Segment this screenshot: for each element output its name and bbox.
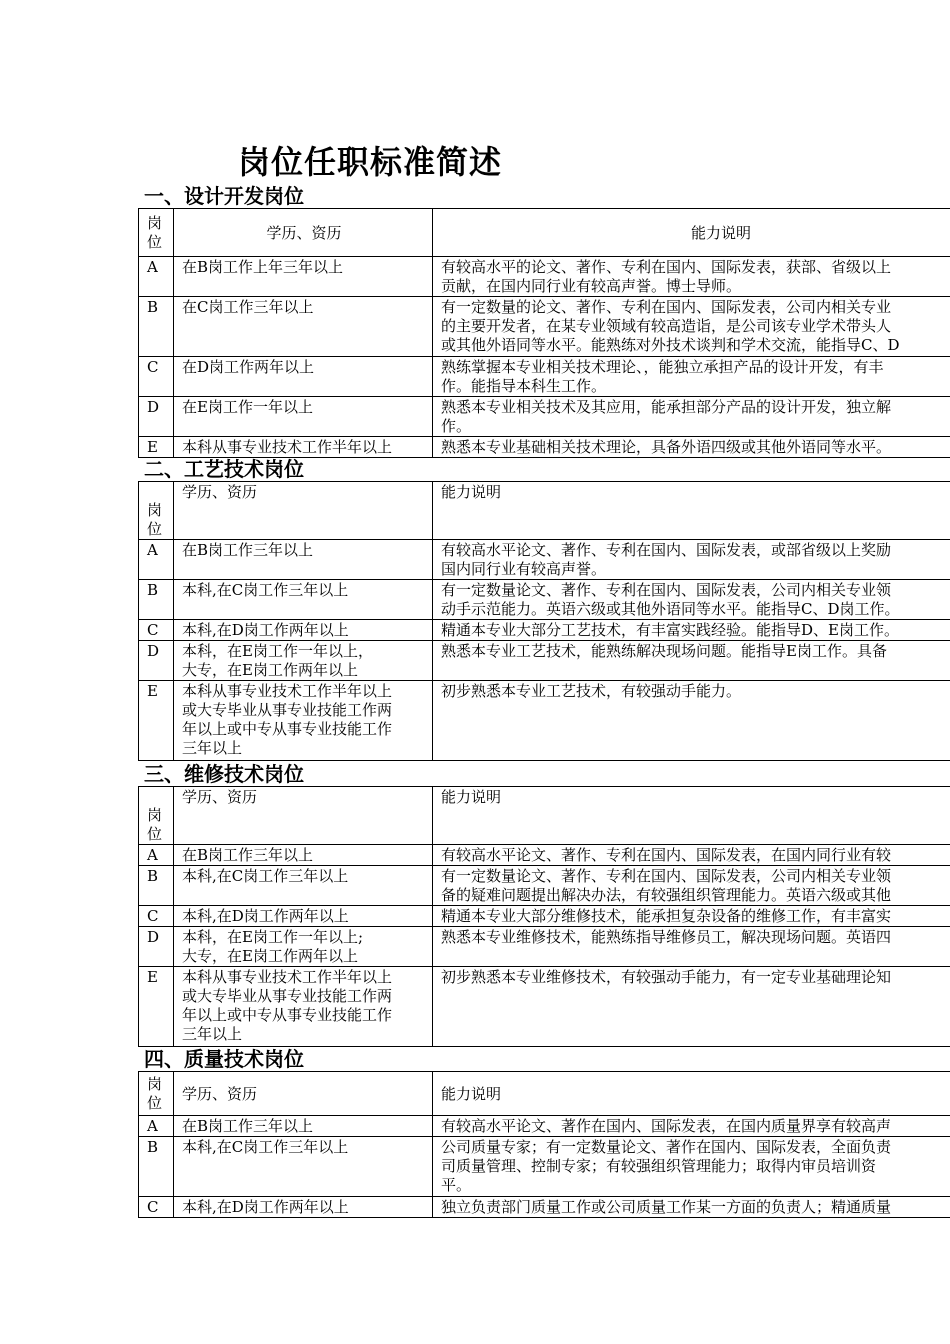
cell-text-line: 本科,在C岗工作三年以上	[182, 867, 349, 885]
header-education: 学历、资历	[174, 787, 433, 845]
cell-text-line: 有较高水平论文、著作、专利在国内、国际发表，在国内同行业有较	[441, 846, 892, 864]
education-cell	[174, 297, 433, 357]
cell-text-line: 在C岗工作三年以上	[182, 298, 314, 316]
post-level: D	[139, 641, 174, 681]
post-level: A	[139, 257, 174, 297]
table-header-row	[139, 787, 950, 845]
header-post	[139, 209, 174, 257]
cell-text-line: 大专，在E岗工作两年以上	[182, 947, 358, 965]
ability-cell	[433, 437, 950, 458]
table-row	[139, 357, 950, 397]
cell-text-line: 有较高水平的论文、著作、专利在国内、国际发表，获部、省级以上	[441, 258, 892, 276]
table-row	[139, 866, 950, 906]
ability-cell	[433, 681, 950, 761]
cell-text-line: 本科，在E岗工作一年以上;	[182, 928, 364, 946]
education-cell	[174, 681, 433, 761]
cell-text-line: 有较高水平论文、著作、专利在国内、国际发表，或部省级以上奖励	[441, 541, 892, 559]
cell-text-line: 或其他外语同等水平。能熟练对外技术谈判和学术交流，能指导C、D	[441, 336, 900, 354]
cell-text-line: 年以上或中专从事专业技能工作	[182, 720, 393, 738]
cell-text-line: 年以上或中专从事专业技能工作	[182, 1006, 393, 1024]
header-ability: 能力说明	[433, 209, 950, 257]
cell-text-line: 熟练掌握本专业相关技术理论、，能独立承担产品的设计开发，有丰	[441, 358, 884, 376]
cell-text-line: 动手示范能力。英语六级或其他外语同等水平。能指导C、D岗工作。	[441, 600, 900, 618]
table-row	[139, 681, 950, 761]
cell-text-line: 本科，在E岗工作一年以上，	[182, 642, 373, 660]
header-post	[139, 787, 174, 845]
header-post	[139, 1072, 174, 1116]
post-level: C	[139, 357, 174, 397]
cell-text-line: 的主要开发者，在某专业领域有较高造诣，是公司该专业学术带头人	[441, 317, 892, 335]
cell-text-line: 在B岗工作三年以上	[182, 846, 314, 864]
table-row	[139, 1137, 950, 1197]
education-cell	[174, 257, 433, 297]
post-level: C	[139, 620, 174, 641]
cell-text-line: 本科,在D岗工作两年以上	[182, 621, 349, 639]
cell-text-line: 熟悉本专业工艺技术，能熟练解决现场问题。能指导E岗工作。具备	[441, 642, 887, 660]
cell-text-line: 本科,在C岗工作三年以上	[182, 1138, 349, 1156]
ability-cell	[433, 906, 950, 927]
cell-text-line: 在B岗工作三年以上	[182, 541, 314, 559]
header-ability: 能力说明	[433, 482, 950, 540]
section-1	[138, 184, 950, 458]
post-level: B	[139, 580, 174, 620]
cell-text-line: 贡献，在国内同行业有较高声誉。博士导师。	[441, 277, 742, 295]
cell-text-line: 本科从事专业技术工作半年以上	[182, 438, 393, 456]
cell-text-line: 独立负责部门质量工作或公司质量工作某一方面的负责人；精通质量	[441, 1198, 892, 1216]
cell-text-line: 熟悉本专业维修技术，能熟练指导维修员工，解决现场问题。英语四	[441, 928, 892, 946]
header-post-label: 岗位	[147, 214, 163, 251]
ability-cell	[433, 357, 950, 397]
post-level: B	[139, 1137, 174, 1197]
education-cell	[174, 580, 433, 620]
cell-text-line: 在D岗工作两年以上	[182, 358, 315, 376]
table-row	[139, 620, 950, 641]
ability-cell	[433, 866, 950, 906]
table-row	[139, 397, 950, 437]
cell-text-line: 精通本专业大部分维修技术，能承担复杂设备的维修工作，有丰富实	[441, 907, 892, 925]
cell-text-line: 有较高水平论文、著作在国内、国际发表，在国内质量界享有较高声	[441, 1117, 892, 1135]
cell-text-line: 国内同行业有较高声誉。	[441, 560, 607, 578]
ability-cell	[433, 580, 950, 620]
ability-cell	[433, 297, 950, 357]
cell-text-line: 作。能指导本科生工作。	[441, 377, 607, 395]
post-level: E	[139, 967, 174, 1047]
cell-text-line: 本科从事专业技术工作半年以上	[182, 968, 393, 986]
section-heading: 一、设计开发岗位	[144, 184, 304, 208]
cell-text-line: 三年以上	[182, 1025, 243, 1043]
table-row	[139, 1197, 950, 1218]
table-row	[139, 906, 950, 927]
header-post-label: 岗位	[147, 501, 163, 538]
education-cell	[174, 620, 433, 641]
ability-cell	[433, 967, 950, 1047]
cell-text-line: 备的疑难问题提出解决办法，有较强组织管理能力。英语六级或其他	[441, 886, 892, 904]
section-heading: 四、质量技术岗位	[144, 1047, 304, 1071]
cell-text-line: 精通本专业大部分工艺技术，有丰富实践经验。能指导D、E岗工作。	[441, 621, 899, 639]
cell-text-line: 公司质量专家；有一定数量论文、著作在国内、国际发表，全面负责	[441, 1138, 892, 1156]
cell-text-line: 作。	[441, 417, 472, 435]
cell-text-line: 三年以上	[182, 739, 243, 757]
cell-text-line: 本科,在D岗工作两年以上	[182, 907, 349, 925]
ability-cell	[433, 927, 950, 967]
cell-text-line: 在E岗工作一年以上	[182, 398, 313, 416]
education-cell	[174, 540, 433, 580]
header-post-label: 岗位	[147, 806, 163, 843]
cell-text-line: 熟悉本专业基础相关技术理论，具备外语四级或其他外语同等水平。	[441, 438, 892, 456]
header-education: 学历、资历	[174, 482, 433, 540]
table-row	[139, 580, 950, 620]
post-level: A	[139, 845, 174, 866]
ability-cell	[433, 397, 950, 437]
table-row	[139, 297, 950, 357]
cell-text-line: 本科从事专业技术工作半年以上	[182, 682, 393, 700]
cell-text-line: 或大专毕业从事专业技能工作两	[182, 987, 393, 1005]
education-cell	[174, 641, 433, 681]
education-cell	[174, 866, 433, 906]
table-row	[139, 927, 950, 967]
post-level: E	[139, 681, 174, 761]
table-row	[139, 845, 950, 866]
section-3	[138, 762, 950, 1047]
education-cell	[174, 845, 433, 866]
header-ability: 能力说明	[433, 787, 950, 845]
post-level: B	[139, 866, 174, 906]
post-level: D	[139, 927, 174, 967]
cell-text-line: 在B岗工作三年以上	[182, 1117, 314, 1135]
header-post-label: 岗位	[147, 1075, 163, 1112]
cell-text-line: 本科,在D岗工作两年以上	[182, 1198, 349, 1216]
header-education: 学历、资历	[174, 1072, 433, 1116]
education-cell	[174, 1137, 433, 1197]
header-education: 学历、资历	[174, 209, 433, 257]
cell-text-line: 有一定数量论文、著作、专利在国内、国际发表，公司内相关专业领	[441, 867, 892, 885]
requirements-table	[138, 208, 950, 458]
education-cell	[174, 967, 433, 1047]
ability-cell	[433, 1137, 950, 1197]
page-title: 岗位任职标准简述	[238, 143, 503, 181]
cell-text-line: 平。	[441, 1176, 472, 1194]
section-heading: 二、工艺技术岗位	[144, 457, 304, 481]
section-4	[138, 1047, 950, 1218]
section-2	[138, 457, 950, 761]
ability-cell	[433, 1116, 950, 1137]
education-cell	[174, 397, 433, 437]
requirements-table	[138, 1071, 950, 1218]
education-cell	[174, 1116, 433, 1137]
header-post	[139, 482, 174, 540]
ability-cell	[433, 845, 950, 866]
ability-cell	[433, 257, 950, 297]
ability-cell	[433, 1197, 950, 1218]
education-cell	[174, 1197, 433, 1218]
post-level: A	[139, 1116, 174, 1137]
requirements-table	[138, 481, 950, 761]
cell-text-line: 在B岗工作上年三年以上	[182, 258, 344, 276]
table-row	[139, 641, 950, 681]
cell-text-line: 初步熟悉本专业工艺技术，有较强动手能力。	[441, 682, 742, 700]
ability-cell	[433, 540, 950, 580]
post-level: E	[139, 437, 174, 458]
cell-text-line: 熟悉本专业相关技术及其应用，能承担部分产品的设计开发，独立解	[441, 398, 892, 416]
cell-text-line: 有一定数量论文、著作、专利在国内、国际发表，公司内相关专业领	[441, 581, 892, 599]
education-cell	[174, 357, 433, 397]
ability-cell	[433, 641, 950, 681]
table-header-row	[139, 482, 950, 540]
cell-text-line: 司质量管理、控制专家；有较强组织管理能力；取得内审员培训资	[441, 1157, 877, 1175]
post-level: B	[139, 297, 174, 357]
section-heading: 三、维修技术岗位	[144, 762, 304, 786]
table-row	[139, 1116, 950, 1137]
post-level: A	[139, 540, 174, 580]
table-row	[139, 437, 950, 458]
header-ability: 能力说明	[433, 1072, 950, 1116]
post-level: D	[139, 397, 174, 437]
table-header-row	[139, 209, 950, 257]
post-level: C	[139, 1197, 174, 1218]
table-row	[139, 540, 950, 580]
education-cell	[174, 906, 433, 927]
cell-text-line: 有一定数量的论文、著作、专利在国内、国际发表，公司内相关专业	[441, 298, 892, 316]
education-cell	[174, 437, 433, 458]
education-cell	[174, 927, 433, 967]
ability-cell	[433, 620, 950, 641]
table-row	[139, 257, 950, 297]
table-row	[139, 967, 950, 1047]
cell-text-line: 或大专毕业从事专业技能工作两	[182, 701, 393, 719]
table-header-row	[139, 1072, 950, 1116]
cell-text-line: 本科,在C岗工作三年以上	[182, 581, 349, 599]
cell-text-line: 大专，在E岗工作两年以上	[182, 661, 358, 679]
cell-text-line: 初步熟悉本专业维修技术，有较强动手能力，有一定专业基础理论知	[441, 968, 892, 986]
requirements-table	[138, 786, 950, 1047]
post-level: C	[139, 906, 174, 927]
